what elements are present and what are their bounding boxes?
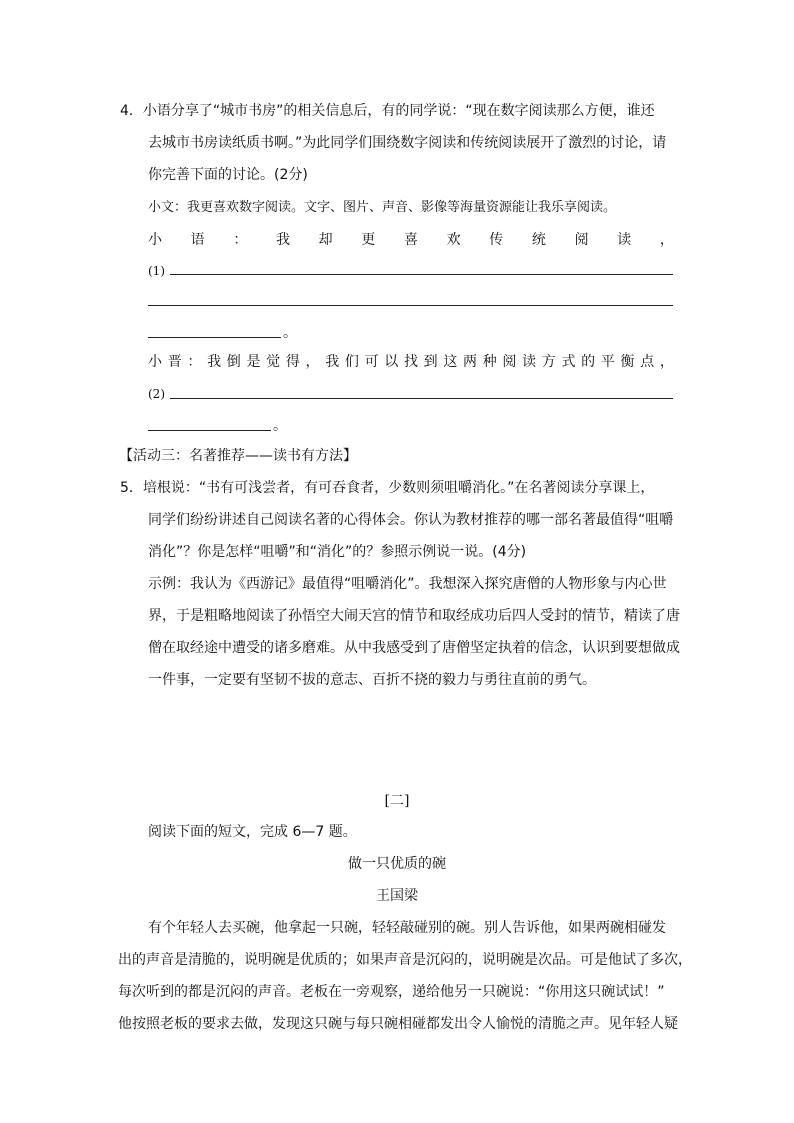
example-line-1: 示例：我认为《西游记》最值得“咀嚼消化”。我想深入探究唐僧的人物形象与内心世 [148,576,667,592]
xiaoyu-statement: 小 语 ： 我 却 更 喜 欢 传 统 阅 读 ， [148,232,674,248]
answer-blank-2b[interactable] [148,430,271,431]
period-1: 。 [283,325,297,341]
activity3-heading: 【活动三：名著推荐——读书有方法】 [119,448,357,464]
example-line-3: 僧在取经途中遭受的诸多磨难。从中我感受到了唐僧坚定执着的信念，认识到要想做成 [148,640,680,656]
q5-line-3: 消化”？你是怎样“咀嚼”和“消化”的？参照示例说一说。(4分) [148,544,527,560]
q4-line-3: 你完善下面的讨论。(2分) [148,167,308,183]
q5-line-2: 同学们纷纷讲述自己阅读名著的心得体会。你认为教材推荐的哪一部名著最值得“咀嚼 [148,512,674,528]
article-body-line-3: 每次听到的都是沉闷的声音。老板在一旁观察，递给他另一只碗说：“你用这只碗试试！” [118,984,665,1000]
xiaowen-statement: 小文：我更喜欢数字阅读。文字、图片、声音、影像等海量资源能让我乐享阅读。 [148,200,617,215]
article-author: 王国梁 [376,888,418,904]
period-2: 。 [273,418,287,434]
article-title: 做一只优质的碗 [348,856,446,872]
answer-blank-2a[interactable] [170,398,673,399]
answer-blank-1b[interactable] [148,305,673,306]
example-line-2: 界，于是粗略地阅读了孙悟空大闹天宫的情节和取经成功后四人受封的情节，精读了唐 [148,608,680,624]
article-body-line-2: 出的声音是清脆的，说明碗是优质的；如果声音是沉闷的，说明碗是次品。可是他试了多次， [118,952,692,968]
blank-1-label: (1) [148,264,165,278]
section-number: [二] [384,793,410,809]
article-body-line-1: 有个年轻人去买碗，他拿起一只碗，轻轻敲碰别的碗。别人告诉他，如果两碗相碰发 [148,920,666,936]
q4-line-2: 去城市书房读纸质书啊。”为此同学们围绕数字阅读和传统阅读展开了激烈的讨论，请 [148,135,667,151]
xiaojin-statement: 小 晋 ： 我 倒 是 觉 得 ， 我 们 可 以 找 到 这 两 种 阅 读 方 式 的 平 衡 点 ， [148,354,674,370]
reading-instruction: 阅读下面的短文，完成 6—7 题。 [148,824,357,840]
answer-blank-1c[interactable] [148,337,281,338]
answer-blank-1a[interactable] [170,274,673,275]
blank-2-label: (2) [148,387,165,401]
example-line-4: 一件事，一定要有坚韧不拔的意志、百折不挠的毅力与勇往直前的勇气。 [148,672,596,688]
article-body-line-4: 他按照老板的要求去做，发现这只碗与每只碗相碰都发出令人愉悦的清脆之声。见年轻人疑 [118,1016,678,1032]
q4-line-1: 4．小语分享了“城市书房”的相关信息后，有的同学说：“现在数字阅读那么方便，谁还 [120,103,655,119]
q5-line-1: 5．培根说：“书有可浅尝者，有可吞食者，少数则须咀嚼消化。”在名著阅读分享课上， [120,480,655,496]
